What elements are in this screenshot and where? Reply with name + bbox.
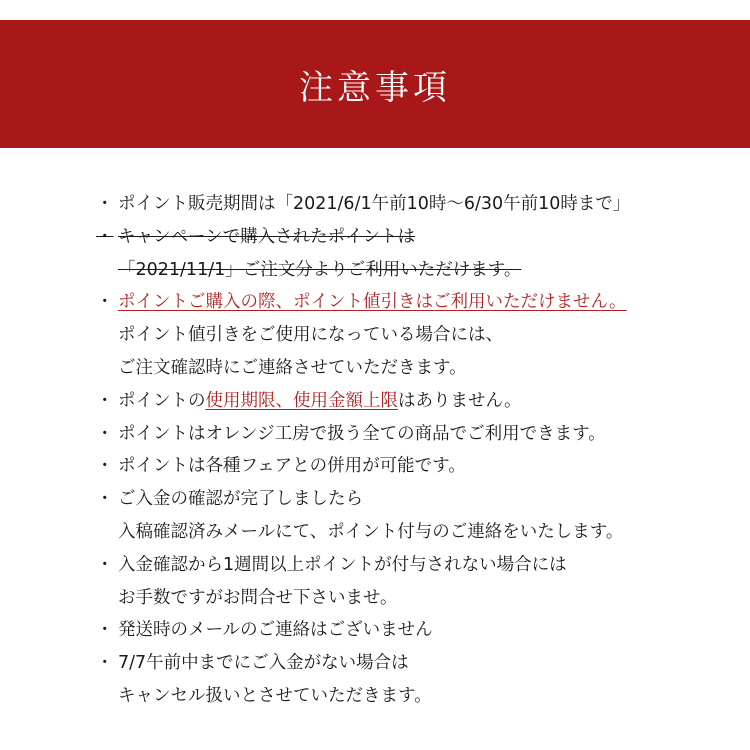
list-item-not-granted	[96, 549, 736, 582]
bullet-icon: ・	[96, 489, 114, 510]
bullet-icon: ・	[96, 194, 114, 214]
warning-text: ポイントご購入の際、ポイント値引きはご利用いただけません。	[118, 292, 627, 313]
list-item-discount-cont	[96, 319, 736, 352]
list-item-discount-cont	[96, 352, 736, 385]
header-banner	[0, 20, 750, 148]
bullet-icon: ・	[96, 653, 114, 674]
list-item-cancel	[96, 647, 736, 680]
item-text: 入金確認から1週間以上ポイントが付与されない場合には	[118, 554, 567, 575]
list-item-all-products	[96, 418, 736, 451]
list-item-campaign-struck-cont	[96, 254, 736, 287]
page-title: 注意事項	[299, 67, 451, 108]
list-item-campaign-struck	[96, 221, 736, 254]
bullet-icon: ・	[96, 292, 114, 313]
list-item-no-limits	[96, 385, 736, 418]
list-item-not-granted-cont	[96, 582, 736, 615]
list-item-payment-confirm	[96, 483, 736, 516]
item-text: キャンペーンで購入されたポイントは	[118, 226, 416, 247]
bullet-icon: ・	[96, 456, 114, 477]
item-text: 「2021/11/1」ご注文分よりご利用いただけます。	[118, 259, 522, 280]
highlight-text: 使用期限、使用金額上限	[205, 390, 398, 411]
item-text: ご入金の確認が完了しましたら	[118, 489, 363, 510]
item-text-pre: ポイントの	[118, 390, 206, 411]
notice-list	[96, 188, 736, 713]
list-item-cancel-cont	[96, 680, 736, 713]
list-item-sales-period	[96, 188, 736, 221]
item-text: ポイント販売期間は「2021/6/1午前10時～6/30午前10時まで」	[118, 194, 631, 214]
item-text: ポイントは各種フェアとの併用が可能です。	[118, 456, 466, 477]
bullet-icon: ・	[96, 423, 114, 444]
bullet-icon: ・	[96, 620, 114, 641]
item-text: ご注文確認時にご連絡させていただきます。	[118, 357, 467, 378]
list-item-shipping-mail	[96, 614, 736, 647]
bullet-icon: ・	[96, 390, 114, 411]
item-text: ポイント値引きをご使用になっている場合には、	[118, 325, 503, 346]
item-text: 発送時のメールのご連絡はございません	[118, 620, 433, 641]
item-text: 入稿確認済みメールにて、ポイント付与のご連絡をいたします。	[118, 521, 624, 542]
bullet-icon: ・	[96, 226, 114, 247]
list-item-payment-confirm-cont	[96, 516, 736, 549]
list-item-discount-warning	[96, 286, 736, 319]
item-text: ポイントはオレンジ工房で扱う全ての商品でご利用できます。	[118, 423, 606, 444]
item-text: お手数ですがお問合せ下さいませ。	[118, 587, 398, 608]
item-text: キャンセル扱いとさせていただきます。	[118, 685, 432, 706]
item-text-post: はありません。	[398, 390, 522, 411]
item-text: 7/7午前中までにご入金がない場合は	[118, 653, 409, 674]
list-item-fair-combination	[96, 450, 736, 483]
bullet-icon: ・	[96, 554, 114, 575]
